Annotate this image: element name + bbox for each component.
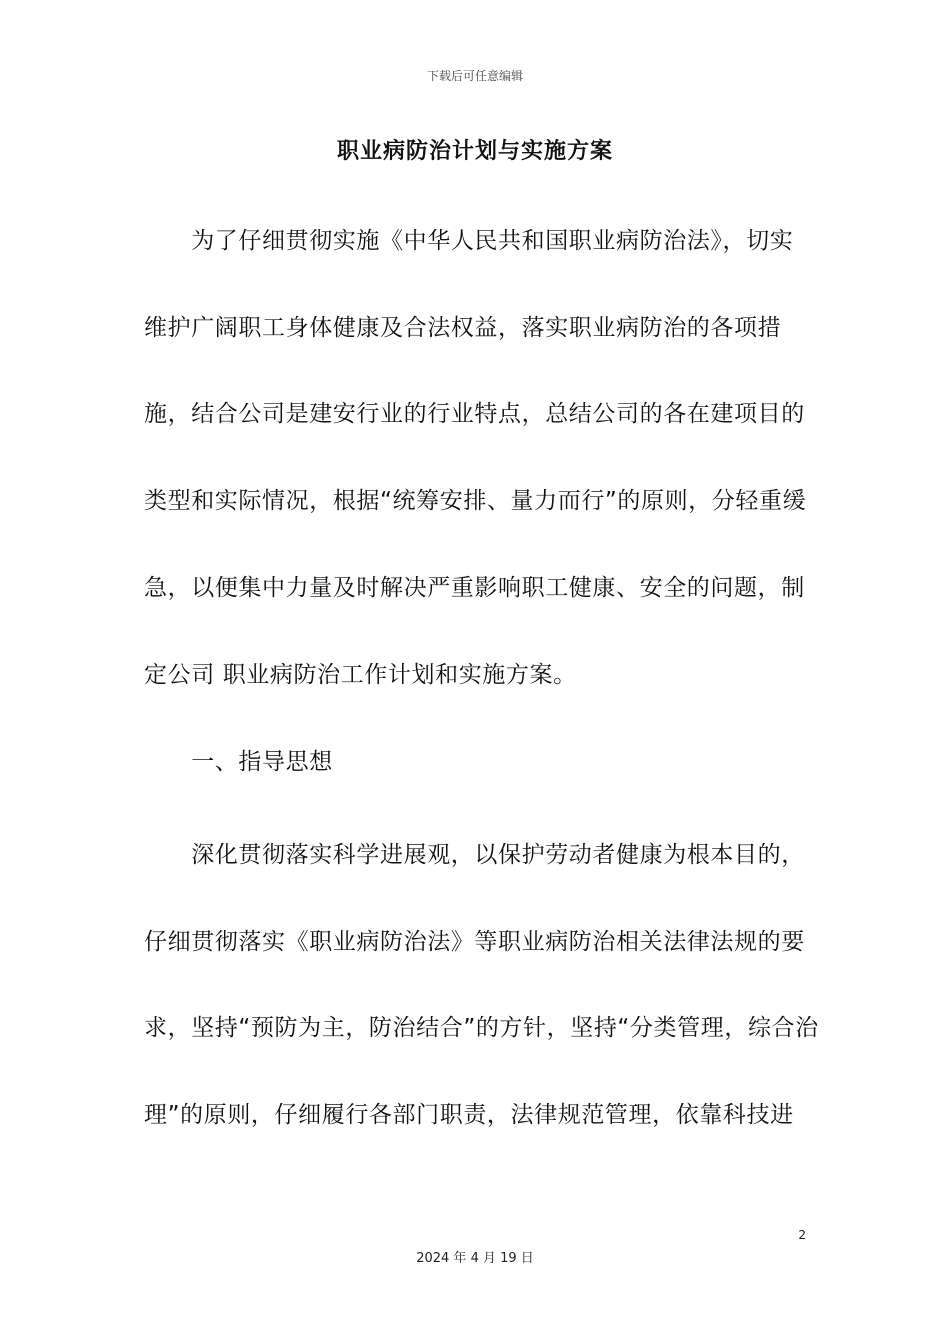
body-line-8: 仔细贯彻落实《职业病防治法》等职业病防治相关法律法规的要 — [144, 929, 805, 955]
body-line-9: 求，坚持“预防为主，防治结合”的方针，坚持“分类管理，综合治 — [144, 1015, 819, 1041]
body-line-6: 定公司 职业病防治工作计划和实施方案。 — [144, 662, 577, 688]
body-line-3: 施，结合公司是建安行业的行业特点，总结公司的各在建项目的 — [144, 401, 805, 427]
footer-date: 2024 年 4 月 19 日 — [416, 1251, 534, 1266]
body-line-7: 深化贯彻落实科学进展观，以保护劳动者健康为根本目的， — [144, 842, 805, 868]
body-line-2: 维护广阔职工身体健康及合法权益，落实职业病防治的各项措 — [144, 315, 782, 341]
body-line-5: 急，以便集中力量及时解决严重影响职工健康、安全的问题，制 — [144, 575, 805, 601]
page-number: 2 — [798, 1228, 806, 1242]
body-line-4: 类型和实际情况，根据“统筹安排、量力而行”的原则，分轻重缓 — [144, 488, 807, 514]
section-heading-guiding-ideology: 一、指导思想 — [144, 749, 333, 775]
header-note: 下载后可任意编辑 — [426, 69, 523, 83]
body-line-1: 为了仔细贯彻实施《中华人民共和国职业病防治法》，切实 — [144, 228, 794, 254]
body-line-10: 理”的原则，仔细履行各部门职责，法律规范管理，依靠科技进 — [144, 1102, 794, 1128]
document-title: 职业病防治计划与实施方案 — [336, 139, 613, 164]
